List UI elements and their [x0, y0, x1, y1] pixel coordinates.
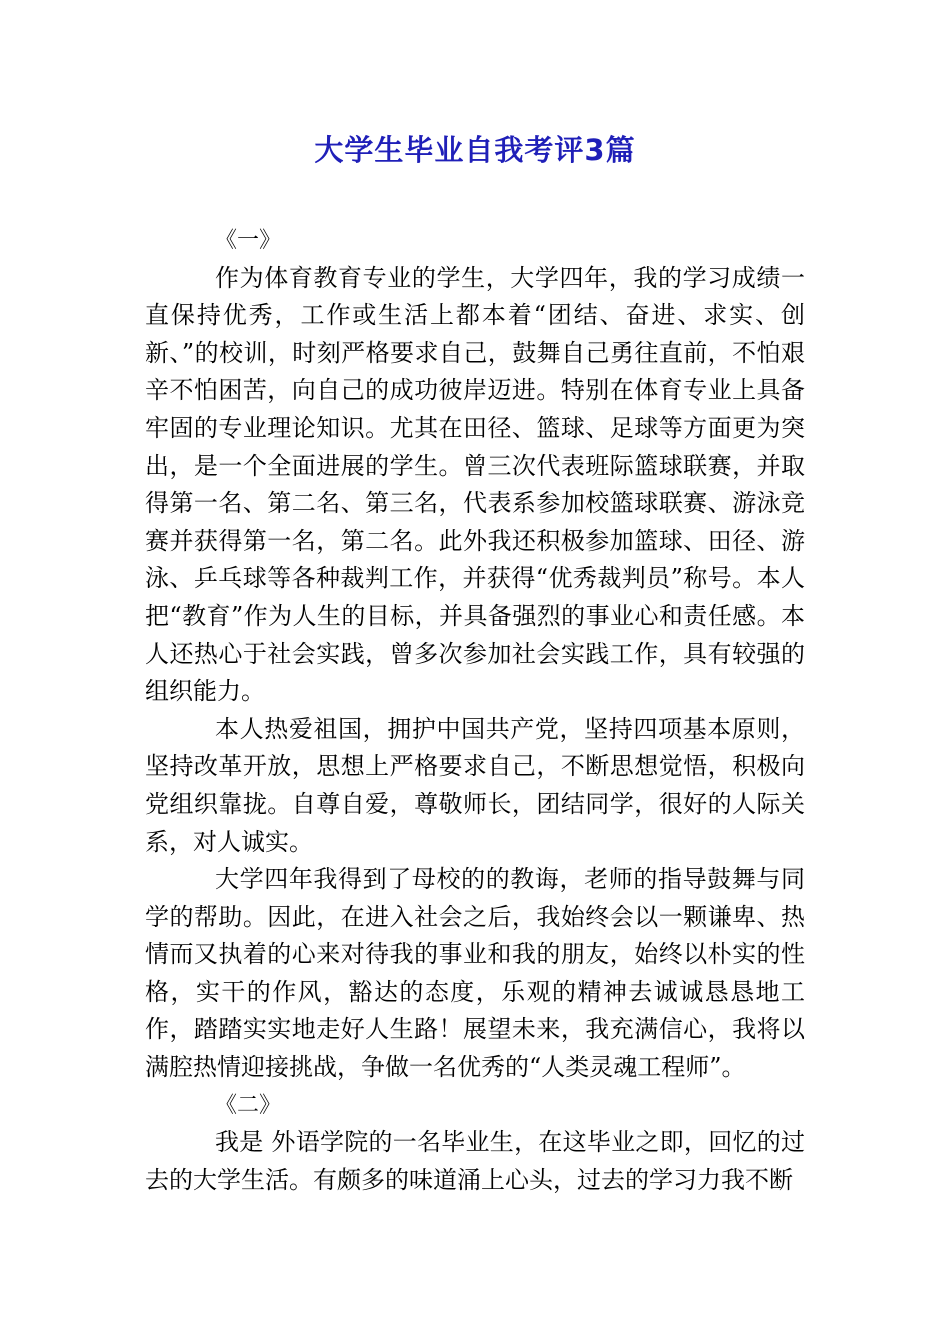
section-one: [145, 222, 805, 1087]
document-body: [145, 222, 805, 1199]
section-heading: 《一》: [215, 228, 282, 253]
paragraph: 我是 外语学院的一名毕业生，在这毕业之即，回忆的过去的大学生活。有颇多的味道涌上心头，过去的学习力我不断: [145, 1128, 805, 1194]
section-two: [145, 1087, 805, 1200]
section-heading: 《二》: [215, 1092, 282, 1118]
document-title: 大学生毕业自我考评3篇: [314, 133, 636, 167]
paragraph: 大学四年我得到了母校的的教诲，老师的指导鼓舞与同学的帮助。因此，在进入社会之后，我始终会以一颗谦卑、热情而又执着的心来对待我的事业和我的朋友，始终以朴实的性格，实干的作风，豁达的态度，乐观的精神去诚诚恳恳地工作，踏踏实实地走好人生路！展望未来，我充满信心，我将以满腔热情迎接挑战，争做一名优秀的“人类灵魂工程师”。: [145, 865, 805, 1082]
paragraph: 作为体育教育专业的学生，大学四年，我的学习成绩一直保持优秀，工作或生活上都本着“团结、奋进、求实、创新、”的校训，时刻严格要求自己，鼓舞自己勇往直前，不怕艰辛不怕困苦，向自己的成功彼岸迈进。特别在体育专业上具备牢固的专业理论知识。尤其在田径、篮球、足球等方面更为突出，是一个全面进展的学生。曾三次代表班际篮球联赛，并取得第一名、第二名、第三名，代表系参加校篮球联赛、游泳竞赛并获得第一名，第二名。此外我还积极参加篮球、田径、游泳、乒乓球等各种裁判工作，并获得“优秀裁判员”称号。本人把“教育”作为人生的目标，并具备强烈的事业心和责任感。本人还热心于社会实践，曾多次参加社会实践工作，具有较强的组织能力。: [145, 263, 805, 706]
paragraph: 本人热爱祖国，拥护中国共产党，坚持四项基本原则，坚持改革开放，思想上严格要求自己，不断思想觉悟，积极向党组织靠拢。自尊自爱，尊敬师长，团结同学，很好的人际关系，对人诚实。: [145, 714, 805, 856]
